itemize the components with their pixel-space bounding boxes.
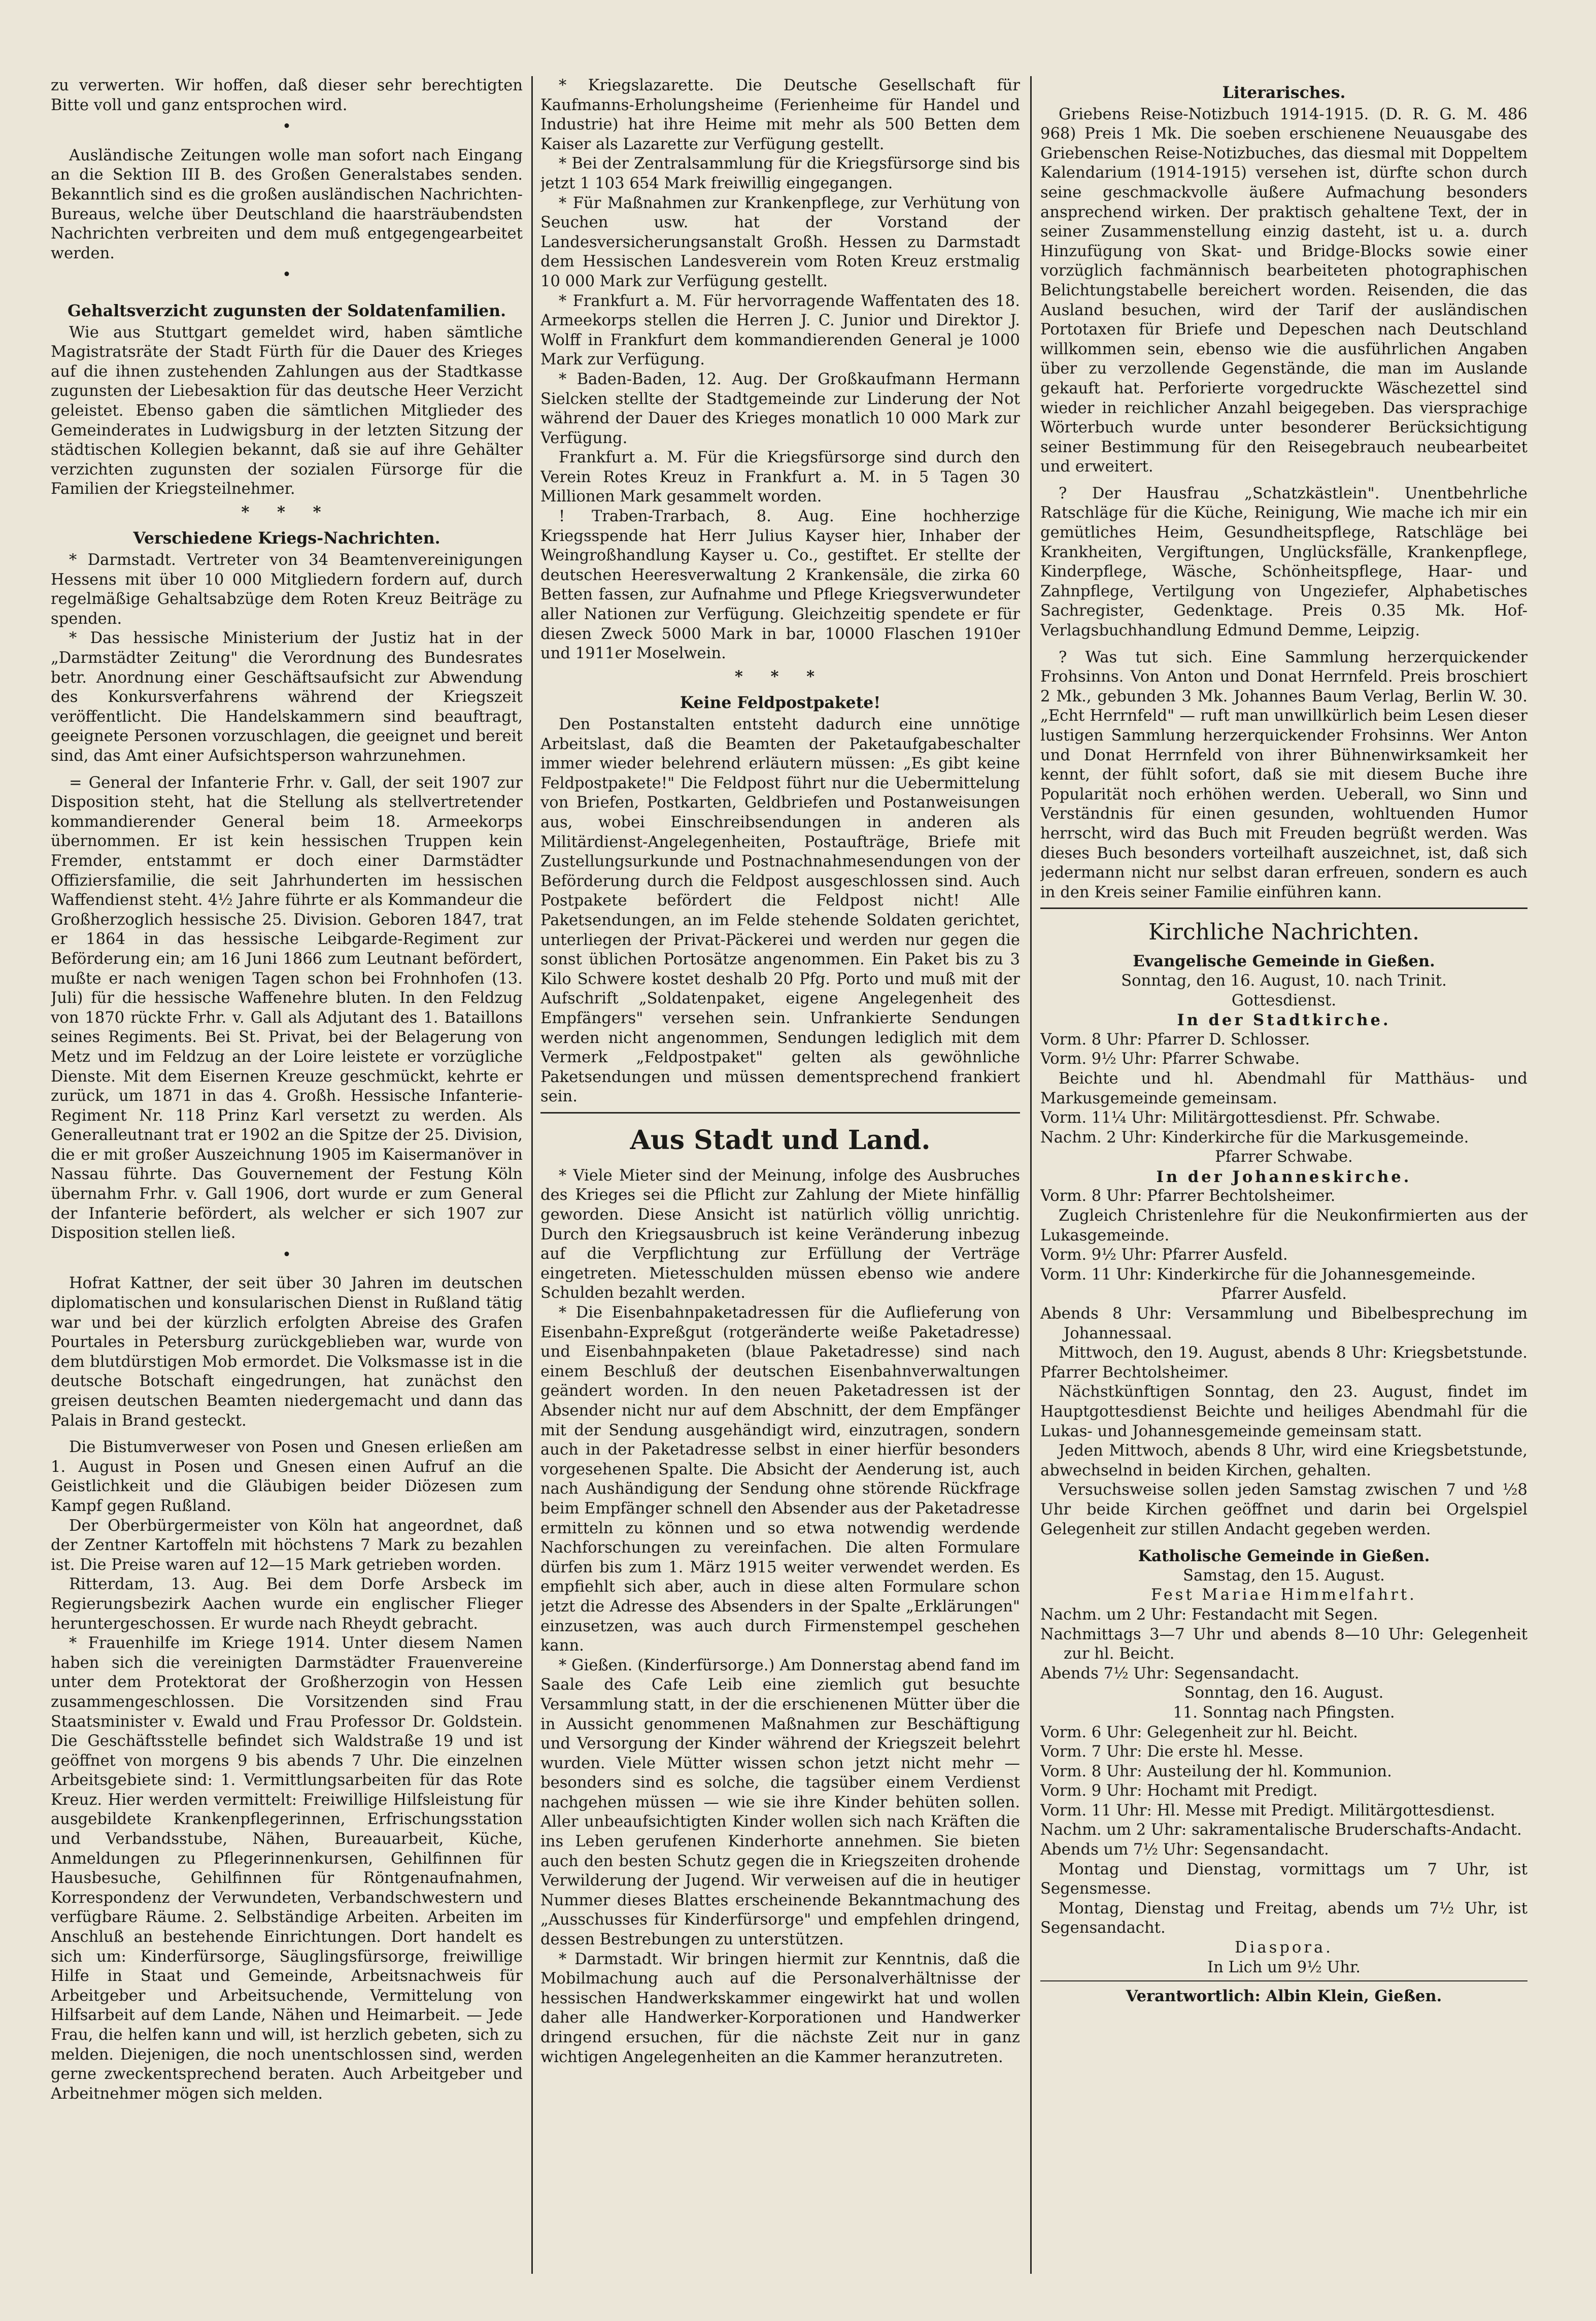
service-entry: Vorm. 11 Uhr: Kinderkirche für die Johannesgemeinde. <box>1040 1265 1476 1284</box>
article-darmstadt-handwerkskammer: * Darmstadt. Wir bringen hiermit zur Kenntnis, daß die Mobilmachung auch auf die Personalverhältnisse der hessischen Handwerkskammer eingewirkt hat und wollen daher alle Handwerker-Korporationen und Handwerker dringend ersuchen, für die nächste Zeit nur in ganz wichtigen Angelegenheiten an die Kammer heranzutreten. <box>540 1950 1020 2066</box>
article-kriegslazarette: * Kriegslazarette. Die Deutsche Gesellschaft für Kaufmanns-Erholungsheime (Ferienheime für Handel und Industrie) hat ihre Heime mit mehr als 500 Betten dem Kaiser als Lazarette zur Verfügung gestellt. <box>540 77 1020 153</box>
section-rule <box>540 1112 1020 1114</box>
headline-feldpostpakete: Keine Feldpostpakete! <box>680 693 881 713</box>
article-koeln: Der Oberbürgermeister von Köln hat angeordnet, daß der Zentner Kartoffeln mit höchstens 7 Mark zu bezahlen ist. Die Preise waren auf 12—15 Mark getrieben worden. <box>51 1517 523 1574</box>
column-2 <box>540 76 1020 2284</box>
service-entry: Vorm. 11 Uhr: Hl. Messe mit Predigt. Militärgottesdienst. <box>1040 1801 1496 1820</box>
service-notice: Nächstkünftigen Sonntag, den 23. August, findet im Hauptgottesdienst Beichte und heiliges Abendmahl für die Lukas- und Johannesgemeinde gemeinsam statt. <box>1040 1383 1527 1440</box>
article-frauenhilfe: * Frauenhilfe im Kriege 1914. Unter diesem Namen haben sich die vereinigten Darmstädter Frauenvereine unter dem Protektorat der Großherzogin von Hessen zusammengeschlossen. Die Vorsitzenden sind Frau Staatsminister v. Ewald und Frau Professor Dr. Goldstein. Die Geschäftsstelle befindet sich Waldstraße 19 und ist geöffnet von morgens 9 bis abends 7 Uhr. Die einzelnen Arbeitsgebiete sind: 1. Vermittlungsarbeiten für das Rote Kreuz. Hier werden vermittelt: Freiwillige Hilfsleistung für ausgebildete Krankenpflegerinnen, Erfrischungsstation und Verbandsstube, Nähen, Bureauarbeit, Küche, Anmeldungen zu Pflegerinnenkursen, Gehilfinnen für Hausbesuche, Gehilfinnen für Röntgenaufnahmen, Korrespondenz der Verwundeten, Verbandschwestern und verfügbare Räume. 2. Selbständige Arbeiten. Arbeiten im Anschluß an bestehende Einrichtungen. Dort handelt es sich um: Kinderfürsorge, Säuglingsfürsorge, freiwillige Hilfe in Staat und Gemeinde, Arbeitsnachweis für Arbeitgeber und Arbeitsuchende, Vermittelung von Hilfsarbeit auf dem Lande, Nähen und Heimarbeit. — Jede Frau, die helfen kann und will, ist herzlich gebeten, sich zu melden. Diejenigen, die noch unentschlossen sind, werden gerne zweckentsprechend beraten. Auch Arbeitgeber und Arbeitnehmer mögen sich melden. <box>51 1634 523 2103</box>
article-giessen-kinderfuersorge: * Gießen. (Kinderfürsorge.) Am Donnerstag abend fand im Saale des Cafe Leib eine ziemlich gut besuchte Versammlung statt, in der die erschienenen Mütter über die in Aussicht genommenen Maßnahmen zur Beschäftigung und Versorgung der Kinder während der Kriegszeit belehrt wurden. Viele Mütter wissen schon jetzt nicht mehr — besonders sind es solche, die tagsüber einem Verdienst nachgehen müssen — wie sie ihre Kinder behüten sollen. Aller unbeaufsichtigten Kinder wollen sich nach Kräften die ins Leben gerufenen Kinderhorte annehmen. Sie bieten auch den besten Schutz gegen die in Kriegszeiten drohende Verwilderung der Jugend. Wir verweisen auf die in heutiger Nummer dieses Blattes erscheinende Bekanntmachung des „Ausschusses für Kinderfürsorge" und empfehlen dringend, dessen Bestrebungen zu unterstützen. <box>540 1656 1020 1949</box>
article-justiz: * Das hessische Ministerium der Justiz hat in der „Darmstädter Zeitung" die Verordnung des Bundesrates betr. Anordnung einer Geschäftsaufsicht zur Abwendung des Konkursverfahrens während der Kriegszeit veröffentlicht. Die Handelskammern sind beauftragt, geeignete Personen vorzuschlagen, die geeignet und bereit sind, das Amt einer Aufsichtsperson wahrzunehmen. <box>51 629 523 765</box>
section-title-kirchliche-nachrichten: Kirchliche Nachrichten. <box>1148 919 1419 946</box>
article-traben-trarbach: ! Traben-Trarbach, 8. Aug. Eine hochherzige Kriegsspende hat Herr Julius Kayser hier, Inhaber der Weingroßhandlung Kayser u. Co., gestiftet. Er stellte der deutschen Heeresverwaltung 2 Krankensäle, die zirka 60 Betten fassen, zur Aufnahme und Pflege Kriegsverwundeter aller Nationen zur Verfügung. Gleichzeitig spendete er für diesen Zweck 5000 Mark in bar, 10000 Flaschen 1910er und 1911er Moselwein. <box>540 508 1020 663</box>
headline-literarisches: Literarisches. <box>1222 83 1346 102</box>
article-gehaltsverzicht: Wie aus Stuttgart gemeldet wird, haben sämtliche Magistratsräte der Stadt Fürth für die Dauer des Krieges auf die ihnen zustehenden Zahlungen aus der Stadtkasse zugunsten der Liebesaktion für das deutsche Heer Verzicht geleistet. Ebenso gaben die sämtlichen Mitglieder des Gemeinderates in Ludwigsburg in der letzten Sitzung der städtischen Kollegien bekannt, daß sie auf ihre Gehälter verzichten zugunsten der sozialen Fürsorge für die Familien der Kriegsteilnehmer. <box>51 323 523 498</box>
column-divider <box>1030 76 1032 2274</box>
article-baden-baden: * Baden-Baden, 12. Aug. Der Großkaufmann Hermann Sielcken stellte der Stadtgemeinde zur Linderung der Not während der Dauer des Krieges monatlich 10 000 Mark zur Verfügung. <box>540 370 1020 447</box>
service-entry: Beichte und hl. Abendmahl für Matthäus- und Markusgemeinde gemeinsam. <box>1040 1069 1527 1107</box>
service-entry: Abends um 7½ Uhr: Segensandacht. <box>1040 1841 1329 1859</box>
service-entry: Mittwoch, den 19. August, abends 8 Uhr: Kriegsbetstunde. Pfarrer Bechtolsheimer. <box>1040 1344 1527 1382</box>
service-entry: Abends 8 Uhr: Versammlung und Bibelbesprechung im Johannessaal. <box>1040 1305 1527 1342</box>
service-entry: Vorm. 7 Uhr: Die erste hl. Messe. <box>1040 1743 1304 1761</box>
service-entry: Vorm. 9½ Uhr: Pfarrer Ausfeld. <box>1040 1246 1288 1264</box>
service-entry: Nachm. um 2 Uhr: Festandacht mit Segen. <box>1040 1605 1378 1624</box>
stadtkirche-heading: In der Stadtkirche. <box>1177 1011 1391 1030</box>
article-schatzkaestlein: ? Der Hausfrau „Schatzkästlein". Unentbehrliche Ratschläge für die Küche, Reinigung, Wie mache ich mir ein gemütliches Heim, Gesundheitspflege, Ratschläge bei Krankheiten, Vergiftungen, Unglücksfälle, Krankenpflege, Kinderpflege, Wäsche, Schönheitspflege, Haar- und Zahnpflege, Vertilgung von Ungeziefer, Alphabetisches Sachregister, Gedenktage. Preis 0.35 Mk. Hof-Verlagsbuchhandlung Edmund Demme, Leipzig. <box>1040 484 1527 640</box>
catholic-sunday: 11. Sonntag nach Pfingsten. <box>1173 1703 1395 1722</box>
johanneskirche-heading: In der Johanneskirche. <box>1156 1167 1412 1186</box>
service-entry: Vorm. 11¼ Uhr: Militärgottesdienst. Pfr. Schwabe. <box>1040 1109 1441 1127</box>
separator-dot: • <box>282 118 292 136</box>
column-1 <box>51 76 523 2284</box>
article-seuchen: * Für Maßnahmen zur Krankenpflege, zur Verhütung von Seuchen usw. hat der Vorstand der Landesversicherungsanstalt Großh. Hessen zu Darmstadt dem Hessischen Landesverein vom Roten Kreuz erstmalig 10 000 Mark zur Verfügung gestellt. <box>540 194 1020 290</box>
service-entry: Vorm. 8 Uhr: Pfarrer Bechtolsheimer. <box>1040 1187 1336 1205</box>
catholic-date: Samstag, den 15. August. <box>1183 1566 1385 1585</box>
separator-stars: * * * <box>241 502 332 521</box>
headline-kriegsnachrichten: Verschiedene Kriegs-Nachrichten. <box>133 529 440 548</box>
diaspora-heading: Diaspora. <box>1235 1939 1333 1957</box>
article-zentralsammlung: * Bei der Zentralsammlung für die Kriegsfürsorge sind bis jetzt 1 103 654 Mark freiwillig eingegangen. <box>540 155 1020 192</box>
service-entry: Vorm. 8 Uhr: Pfarrer D. Schlosser. <box>1040 1030 1310 1049</box>
separator-dot: • <box>282 1246 292 1264</box>
article-feldpostpakete: Den Postanstalten entsteht dadurch eine unnötige Arbeitslast, daß die Beamten der Paketaufgabeschalter immer wieder belehrend erläutern müssen: „Es gibt keine Feldpostpakete!" Die Feldpost führt nur die Uebermittelung von Briefen, Postkarten, Geldbriefen und Postanweisungen aus, wobei Einschreibsendungen in anderen als Militärdienst-Angelegenheiten, Postaufträge, Briefe mit Zustellungsurkunde und Postnachnahmesendungen von der Beförderung durch die Feldpost ausgeschlossen sind. Auch Postpakete befördert die Feldpost nicht! Alle Paketsendungen, an im Felde stehende Soldaten gerichtet, unterliegen der Privat-Päckerei und werden nur gegen die sonst üblichen Portosätze angenommen. Ein Paket bis zu 3 Kilo Schwere kostet deshalb 20 Pfg. Porto und muß mit der Aufschrift „Soldatenpaket, eigene Angelegenheit des Empfängers" versehen sein. Unfrankierte Sendungen werden nicht angenommen, Sendungen lediglich mit dem Vermerk „Feldpostpaket" gelten als gewöhnliche Paketsendungen und müssen dementsprechend frankiert sein. <box>540 716 1020 1106</box>
service-notice: Versuchsweise sollen jeden Samstag zwischen 7 und ½8 Uhr beide Kirchen geöffnet und darin bei Orgelspiel Gelegenheit zur stillen Andacht gegeben werden. <box>1040 1481 1527 1538</box>
service-entry: Nachmittags 3—7 Uhr und abends 8—10 Uhr: Gelegenheit zur hl. Beicht. <box>1040 1625 1527 1663</box>
evangelical-gottesdienst: Gottesdienst. <box>1231 991 1337 1010</box>
service-entry: Montag und Dienstag, vormittags um 7 Uhr, ist Segensmesse. <box>1040 1860 1527 1898</box>
imprint-responsible: Verantwortlich: Albin Klein, Gießen. <box>1126 1987 1442 2006</box>
service-entry: In Lich um 9½ Uhr. <box>1207 1958 1361 1976</box>
service-entry: Abends 7½ Uhr: Segensandacht. <box>1040 1664 1300 1683</box>
article-was-tut-sich: ? Was tut sich. Eine Sammlung herzerquickender Frohsinns. Von Anton und Donat Herrnfeld. Preis broschiert 2 Mk., gebunden 3 Mk. Johannes Baum Verlag, Berlin W. 30. „Echt Herrnfeld" — ruft man unwillkürlich beim Lesen dieser lustigen Sammlung herzerquickender Frohsinns. Wer Anton und Donat Herrnfeld von ihrer Bühnenwirksamkeit her kennt, der fühlt sofort, daß sie mit diesem Buche ihre Popularität noch erhöhen werden. Ueberall, wo Sinn und Verständnis für einen gesunden, wohltuenden Humor herrscht, wird das Buch mit Freuden begrüßt werden. Was dieses Buch besonders vorteilhaft auszeichnet, ist, daß sich jedermann nicht nur selbst daran erfreuen, sondern es auch in den Kreis seiner Familie einführen kann. <box>1040 648 1527 901</box>
article-zeitungen: Ausländische Zeitungen wolle man sofort nach Eingang an die Sektion III B. des Großen Generalstabes senden. Bekanntlich sind es die großen ausländischen Nachrichten-Bureaus, welche über Deutschland die haarsträubendsten Nachrichten verbreiten und dem muß entgegengearbeitet werden. <box>51 146 523 262</box>
evangelical-date: Sonntag, den 16. August, 10. nach Trinit. <box>1121 971 1447 990</box>
service-entry: Montag, Dienstag und Freitag, abends um 7½ Uhr, ist Segensandacht. <box>1040 1899 1527 1937</box>
service-entry: Zugleich Christenlehre für die Neukonfirmierten aus der Lukasgemeinde. <box>1040 1207 1527 1244</box>
article-bistum: Die Bistumverweser von Posen und Gnesen erließen am 1. August in Posen und Gnesen einen Aufruf an die Geistlichkeit und die Gläubigen beider Diözesen zum Kampf gegen Rußland. <box>51 1438 523 1515</box>
catholic-feast: Fest Mariae Himmelfahrt. <box>1151 1586 1417 1604</box>
article-griebens: Griebens Reise-Notizbuch 1914-1915. (D. R. G. M. 486 968) Preis 1 Mk. Die soeben erschienene Neuausgabe des Griebenschen Reise-Notizbuches, das diesmal mit Doppeltem Kalendarium (1914-1915) versehen ist, dürfte schon durch seine geschmackvolle äußere Aufmachung besonders ansprechend wirken. Der praktisch gehaltene Text, der in seiner Zusammenstellung einzig dasteht, ist u. a. durch Hinzufügung von Skat- und Bridge-Blocks sowie einer vorzüglich fachmännisch bearbeiteten photographischen Belichtungstabelle bereichert worden. Reisenden, die das Ausland besuchen, wird der Tarif der ausländischen Portotaxen für Briefe und Depeschen nach Deutschland willkommen sein, ebenso wie die ausführlichen Angaben über zu verzollende Gegenstände, die man im Auslande gekauft hat. Perforierte vorgedruckte Wäschezettel sind wieder in reichlicher Anzahl beigegeben. Das viersprachige Wörterbuch wurde unter besonderer Berücksichtigung seiner Bestimmung für den Reisegebrauch neubearbeitet und erweitert. <box>1040 105 1527 476</box>
service-entry: Vorm. 9 Uhr: Hochamt mit Predigt. <box>1040 1782 1318 1800</box>
article-ritterdam: Ritterdam, 13. Aug. Bei dem Dorfe Arsbeck im Regierungsbezirk Aachen wurde ein englischer Flieger heruntergeschossen. Er wurde nach Rheydt gebracht. <box>51 1575 523 1633</box>
service-entry: Vorm. 6 Uhr: Gelegenheit zur hl. Beicht. <box>1040 1723 1358 1741</box>
article-general-gall: = General der Infanterie Frhr. v. Gall, der seit 1907 zur Disposition steht, hat die Stellung als stellvertretender kommandierender General beim 18. Armeekorps übernommen. Er ist kein hessischen Truppen kein Fremder, entstammt er doch einer Darmstädter Offiziersfamilie, die seit Jahrhunderten im hessischen Waffendienst steht. 4½ Jahre führte er als Kommandeur die Großherzoglich hessische 25. Division. Geboren 1847, trat er 1864 in das hessische Leibgarde-Regiment zur Beförderung ein; am 16 Juni 1866 zum Leutnant befördert, mußte er nach wenigen Tagen schon bei Frohnhofen (13. Juli) für die hessische Waffenehre bluten. In den Feldzug von 1870 rückte Frhr. v. Gall als Adjutant des 1. Bataillons seines Regiments. Bei St. Privat, bei der Belagerung von Metz und im Feldzug an der Loire leistete er vorzügliche Dienste. Mit dem Eisernen Kreuze geschmückt, kehrte er zurück, um 1871 in das 4. Großh. Hessische Infanterie-Regiment Nr. 118 Prinz Karl versetzt zu werden. Als Generalleutnant trat er 1902 an die Spitze der 25. Division, die er mit großer Auszeichnung 1905 im Kaisermanöver in Nassau führte. Das Gouvernement der Festung Köln übernahm Frhr. v. Gall 1906, dort wurde er zum General der Infanterie befördert, als welcher er sich 1907 zur Disposition stellen ließ. <box>51 773 523 1242</box>
column-3 <box>1040 76 1527 2284</box>
article-darmstadt-beamte: * Darmstadt. Vertreter von 34 Beamtenvereinigungen Hessens mit über 10 000 Mitgliedern fordern auf, durch regelmäßige Gehaltsabzüge dem Roten Kreuz Beiträge zu spenden. <box>51 551 523 628</box>
article-eisenbahnpaketadressen: * Die Eisenbahnpaketadressen für die Auflieferung von Eisenbahn-Expreßgut (rotgeränderte weiße Paketadresse) und Eisenbahnpaketen (blaue Paketadresse) sind nach einem Beschluß der deutschen Eisenbahnverwaltungen geändert worden. In den neuen Paketadressen ist der Absender nicht nur auf dem Abschnitt, der dem Empfänger mit der Sendung ausgehändigt wird, einzutragen, sondern auch in der Paketadresse selbst in einer hierfür besonders vorgesehenen Spalte. Die Absicht der Aenderung ist, auch nach Aushändigung der Sendung ohne störende Rückfrage beim Empfänger schnell den Absender aus der Paketadresse ermitteln zu können und so etwa notwendig werdende Nachforschungen zu vereinfachen. Die alten Formulare dürfen bis zum 1. März 1915 weiter verwendet werden. Es empfiehlt sich aber, auch in diese alten Formulare schon jetzt die Adresse des Absenders in der Spalte „Erklärungen" einzusetzen, was auch durch Firmenstempel geschehen kann. <box>540 1304 1020 1655</box>
article-frankfurt-waffentaten: * Frankfurt a. M. Für hervorragende Waffentaten des 18. Armeekorps stellen die Herren J. C. Junior und Direktor J. Wolff in Frankfurt dem kommandierenden General je 1000 Mark zur Verfügung. <box>540 292 1020 369</box>
service-pastor: Pfarrer Ausfeld. <box>1221 1285 1347 1303</box>
column-divider <box>531 76 533 2274</box>
service-entry: Nachm. 2 Uhr: Kinderkirche für die Markusgemeinde. <box>1040 1128 1469 1147</box>
article-kattner: Hofrat Kattner, der seit über 30 Jahren im deutschen diplomatischen und konsularischen Dienst in Rußland tätig war und bei der kürzlich erfolgten Abreise des Grafen Pourtales in Petersburg zurückgeblieben war, wurde von dem blutdürstigen Mob ermordet. Die Volksmasse ist in die deutsche Botschaft eingedrungen, hat zunächst den greisen deutschen Beamten niedergemacht und dann das Palais in Brand gesteckt. <box>51 1274 523 1430</box>
separator-stars: * * * <box>734 667 826 686</box>
service-entry: Vorm. 8 Uhr: Austeilung der hl. Kommunion. <box>1040 1762 1392 1780</box>
article-continuation: zu verwerten. Wir hoffen, daß dieser sehr berechtigten Bitte voll und ganz entsprochen wird. <box>51 77 523 114</box>
article-frankfurt-rotes-kreuz: Frankfurt a. M. Für die Kriegsfürsorge sind durch den Verein Rotes Kreuz in Frankfurt a. M. in 5 Tagen 30 Millionen Mark gesammelt worden. <box>540 449 1020 506</box>
section-title-stadt-und-land: Aus Stadt und Land. <box>630 1124 931 1156</box>
separator-dot: • <box>282 266 292 284</box>
catholic-date: Sonntag, den 16. August. <box>1184 1684 1384 1702</box>
service-pastor: Pfarrer Schwabe. <box>1215 1148 1353 1166</box>
section-rule <box>1040 907 1527 909</box>
service-notice: Jeden Mittwoch, abends 8 Uhr, wird eine Kriegsbetstunde, abwechselnd in beiden Kirchen, gehalten. <box>1040 1442 1527 1479</box>
headline-gehaltsverzicht: Gehaltsverzicht zugunsten der Soldatenfamilien. <box>67 301 506 320</box>
service-entry: Vorm. 9½ Uhr: Pfarrer Schwabe. <box>1040 1050 1300 1068</box>
catholic-title: Katholische Gemeinde in Gießen. <box>1138 1547 1430 1566</box>
evangelical-title: Evangelische Gemeinde in Gießen. <box>1133 952 1435 971</box>
article-miete: * Viele Mieter sind der Meinung, infolge des Ausbruches des Krieges sei die Pflicht zur Zahlung der Miete hinfällig geworden. Diese Ansicht ist natürlich völlig unrichtig. Durch den Kriegsausbruch ist keine Veränderung inbezug auf die Verpflichtung zur Erfüllung der Verträge eingetreten. Mietesschulden müssen ebenso wie andere Schulden bezahlt werden. <box>540 1166 1020 1302</box>
service-entry: Nachm. um 2 Uhr: sakramentalische Bruderschafts-Andacht. <box>1040 1821 1522 1839</box>
footer-rule <box>1040 1980 1527 1981</box>
